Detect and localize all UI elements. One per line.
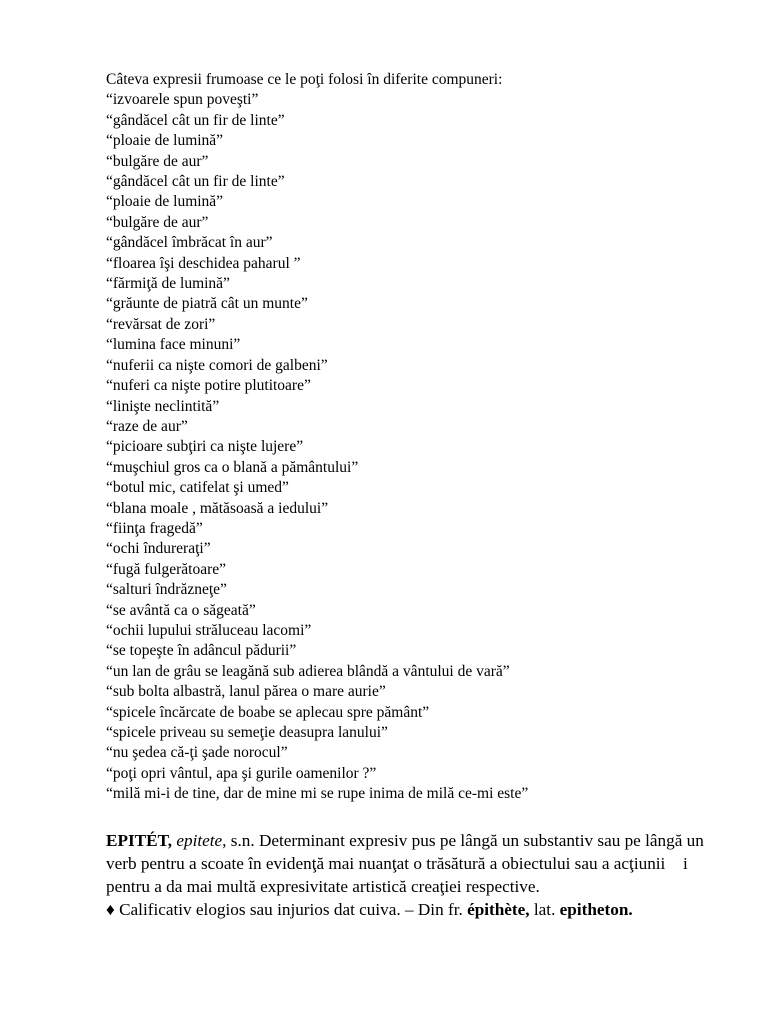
expression-line: “spicele priveau su semeţie deasupra lanului”	[106, 724, 388, 741]
expression-line: “poţi opri vântul, apa şi gurile oamenilor ?”	[106, 764, 377, 782]
expression-line: “muşchiul gros ca o blană a pământului”	[106, 458, 359, 476]
expression-line: “spicele încărcate de boabe se aplecau spre pământ”	[106, 703, 430, 721]
expression-line: “milă mi-i de tine, dar de mine mi se rupe inima de milă ce-mi este”	[106, 785, 529, 803]
definition-paragraph	[106, 829, 706, 898]
expression-line: “gândăcel cât un fir de linte”	[106, 111, 285, 129]
expression-line: “botul mic, catifelat şi umed”	[106, 479, 289, 497]
expression-line: “gândăcel cât un fir de linte”	[106, 173, 285, 191]
definition-sense-2	[106, 898, 706, 921]
expression-line: “ochii lupului străluceau lacomi”	[106, 621, 312, 639]
etymology-connector: lat.	[529, 900, 560, 919]
definition-section	[106, 829, 706, 921]
expression-line: “revărsat de zori”	[106, 315, 216, 333]
sense-2-text: Calificativ elogios sau injurios dat cuiva. – Din fr.	[119, 900, 468, 919]
expression-line: “picioare subţiri ca nişte lujere”	[106, 438, 304, 456]
expression-line: “bulgăre de aur”	[106, 213, 209, 231]
intro-line: Câteva expresii frumoase ce le poţi folosi în diferite compuneri:	[106, 71, 503, 88]
expression-line: “se avântă ca o săgeată”	[106, 601, 256, 619]
expression-line: “lumina face minuni”	[106, 336, 241, 354]
expression-line: “ochi îndureraţi”	[106, 540, 211, 558]
expression-line: “nuferii ca nişte comori de galbeni”	[106, 356, 328, 374]
definition-headword: EPITÉT,	[106, 831, 173, 850]
expression-line: “sub bolta albastră, lanul părea o mare aurie”	[106, 683, 386, 701]
expressions-section	[106, 70, 746, 805]
expression-line: “ploaie de lumină”	[106, 132, 224, 150]
diamond-bullet-icon: ♦	[106, 900, 120, 919]
expression-line: “ploaie de lumină”	[106, 193, 224, 211]
expression-line: “nu şedea că-ţi şade norocul”	[106, 744, 288, 762]
expression-line: “nuferi ca nişte potire plutitoare”	[106, 377, 311, 395]
expression-line: “floarea îşi deschidea paharul ”	[106, 254, 301, 272]
etymology-latin: epitheton.	[559, 900, 633, 919]
expression-line: “izvoarele spun poveşti”	[106, 91, 259, 109]
expression-line: “fiinţa fragedă”	[106, 519, 203, 537]
expression-line: “grăunte de piatră cât un munte”	[106, 295, 308, 313]
definition-plural: epitete,	[176, 831, 227, 850]
expression-line: “gândăcel îmbrăcat în aur”	[106, 234, 273, 252]
definition-body: s.n. Determinant expresiv pus pe lângă un substantiv sau pe lângă un verb pentru a scoate în evidenţă mai nuanţat o trăsătură a obiectului sau a acţiunii  i pentru a da mai multă expresivitate artistică creaţiei respective.	[106, 831, 704, 896]
expression-line: “fugă fulgerătoare”	[106, 560, 227, 578]
etymology-french: épithète,	[467, 900, 530, 919]
expression-line: “linişte neclintită”	[106, 397, 220, 415]
expression-line: “un lan de grâu se leagănă sub adierea blândă a vântului de vară”	[106, 662, 510, 680]
expression-line: “fărmiţă de lumină”	[106, 275, 230, 293]
expression-line: “raze de aur”	[106, 417, 188, 435]
expression-line: “bulgăre de aur”	[106, 152, 209, 170]
expression-line: “se topeşte în adâncul pădurii”	[106, 642, 297, 660]
expression-line: “salturi îndrăzneţe”	[106, 581, 227, 599]
expression-line: “blana moale , mătăsoasă a iedului”	[106, 499, 329, 517]
expressions-list	[106, 90, 746, 804]
